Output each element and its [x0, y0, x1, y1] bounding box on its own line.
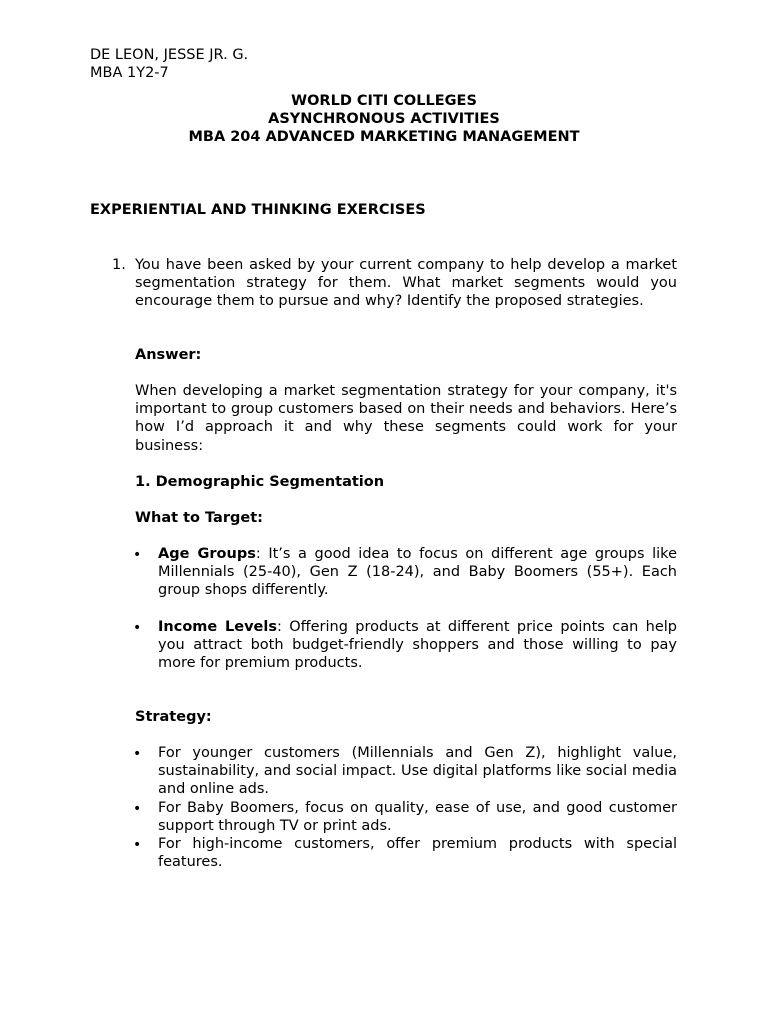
- bullet-icon: •: [133, 746, 142, 762]
- strategy-item: For Baby Boomers, focus on quality, ease of use, and good customer support through TV or print ads.: [158, 800, 677, 835]
- answer-label: Answer:: [135, 347, 202, 363]
- bullet-icon: •: [133, 801, 142, 817]
- segment-heading: 1. Demographic Segmentation: [135, 474, 385, 490]
- bullet-icon: •: [133, 837, 142, 853]
- bullet-icon: •: [133, 547, 142, 563]
- section-title: EXPERIENTIAL AND THINKING EXERCISES: [90, 202, 426, 218]
- activity-title: ASYNCHRONOUS ACTIVITIES: [268, 111, 500, 128]
- course-title: MBA 204 ADVANCED MARKETING MANAGEMENT: [188, 129, 580, 146]
- target-item-age-groups: [158, 545, 677, 600]
- author-name: DE LEON, JESSE JR. G.: [90, 47, 249, 63]
- target-desc: : Offering products at different price points can help you attract both budget-friendly shoppers and those willing to pay more for premium products.: [158, 619, 677, 672]
- strategy-item: For high-income customers, offer premium products with special features.: [158, 836, 677, 871]
- target-term: Income Levels: [158, 619, 277, 635]
- author-class: MBA 1Y2-7: [90, 65, 169, 82]
- question-number: 1.: [112, 257, 126, 273]
- target-desc: : It’s a good idea to focus on different age groups like Millennials (25-40), Gen Z (18-24), and Baby Boomers (55+). Each group shops differently.: [158, 546, 677, 599]
- answer-intro: When developing a market segmentation strategy for your company, it's important to group customers based on their needs and behaviors. Here’s how I’d approach it and why these segments could work for your business:: [135, 383, 677, 454]
- title-block: [0, 92, 768, 147]
- school-title: WORLD CITI COLLEGES: [291, 93, 477, 109]
- strategy-item: For younger customers (Millennials and Gen Z), highlight value, sustainability, and social impact. Use digital platforms like social media and online ads.: [158, 745, 677, 798]
- target-item-income-levels: [158, 618, 677, 673]
- author-block: [90, 46, 248, 82]
- question-text: You have been asked by your current company to help develop a market segmentation strategy for them. What market segments would you encourage them to pursue and why? Identify the proposed strategies.: [135, 257, 677, 310]
- bullet-icon: •: [133, 620, 142, 636]
- target-term: Age Groups: [158, 546, 256, 562]
- target-heading: What to Target:: [135, 510, 263, 526]
- strategy-heading: Strategy:: [135, 709, 212, 725]
